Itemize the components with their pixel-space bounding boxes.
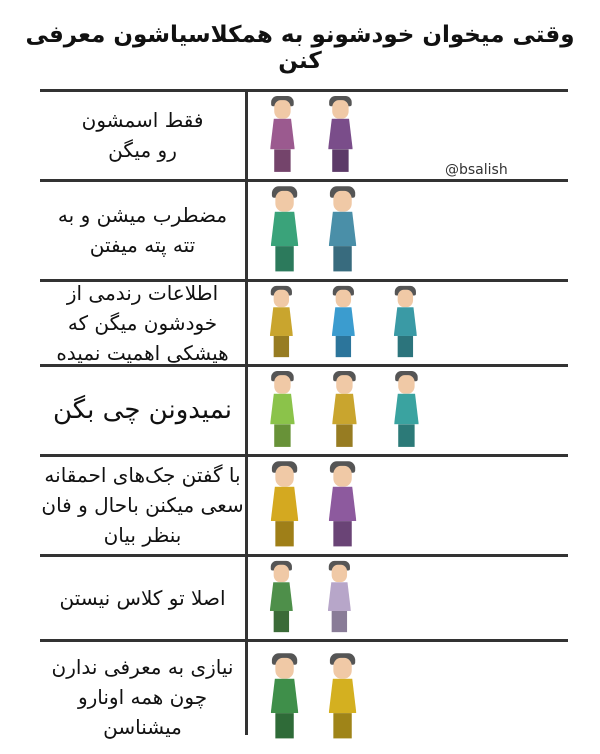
watermark: @bsalish [445,162,508,178]
character-group [255,455,555,555]
row-caption: فقط اسمشون رو میگن [81,108,204,162]
row-caption: نمیدونن چی بگن [53,395,233,425]
row-caption: با گفتن جک‌های احمقانه سعی میکنن باحال و فان بنظر بیان [41,463,244,547]
character-group [255,555,555,640]
character-group [255,90,555,180]
character-group [255,280,555,365]
row-caption: اصلا تو کلاس نیستن [59,585,226,610]
meme-title: وقتی میخوان خودشونو به همکلاسیاشون معرفی کنن [25,22,575,74]
character-group [255,640,555,754]
character-group [255,180,555,280]
row-caption: نیازی به معرفی ندارن چون همه اونارو میشناسن [51,655,234,739]
character-group [255,365,555,455]
row-caption: اطلاعات رندمی از خودشون میگن که هیشکی اهمیت نمیده [56,280,229,365]
row-caption: مضطرب میشن و به تته پته میفتن [57,203,228,257]
